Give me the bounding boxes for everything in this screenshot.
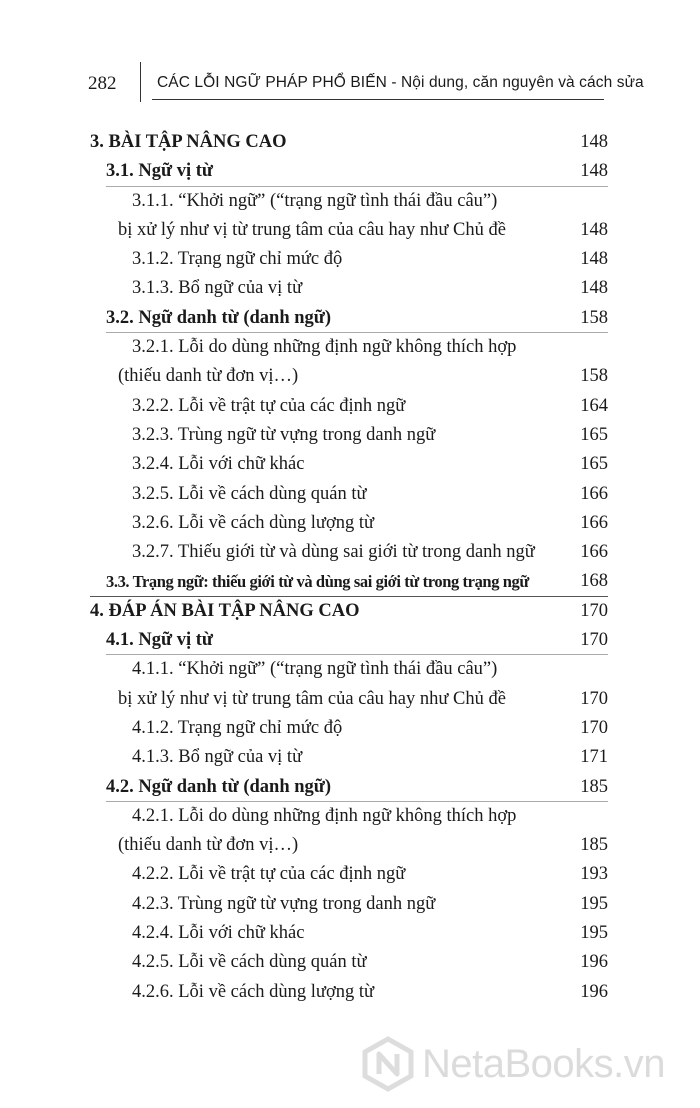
toc-entry-page: 171	[580, 747, 608, 768]
toc-entry	[0, 890, 700, 919]
toc-entry	[0, 626, 700, 655]
toc-entry-title: 4.1.2. Trạng ngữ chỉ mức độ	[132, 717, 343, 738]
toc-entry-page: 166	[580, 483, 608, 504]
toc-entry-title: 4.2.6. Lỗi về cách dùng lượng từ	[132, 981, 375, 1002]
header-underline	[152, 99, 604, 100]
toc-entry	[0, 480, 700, 509]
toc-entry-title: 3.3. Trạng ngữ: thiếu giới từ và dùng sai giới từ trong trạng ngữ	[106, 572, 529, 592]
toc-entry	[0, 655, 700, 684]
page-header	[0, 0, 700, 110]
toc-entry-title: 3.1.1. “Khởi ngữ” (“trạng ngữ tình thái đầu câu”)	[132, 190, 498, 211]
toc-entry-title: 3.1. Ngữ vị từ	[106, 161, 213, 182]
header-divider	[140, 62, 141, 102]
toc-entry-title: (thiếu danh từ đơn vị…)	[118, 366, 299, 387]
toc-entry-page: 196	[580, 981, 608, 1002]
toc-entry-page: 193	[580, 864, 608, 885]
toc-entry-title: (thiếu danh từ đơn vị…)	[118, 835, 299, 856]
toc-entry-title: 4.2.3. Trùng ngữ từ vựng trong danh ngữ	[132, 893, 436, 914]
toc-entry	[0, 802, 700, 831]
toc-entry-page: 185	[580, 835, 608, 856]
toc-entry	[0, 216, 700, 245]
toc-entry-page: 165	[580, 454, 608, 475]
toc-entry	[0, 450, 700, 479]
toc-entry	[0, 597, 700, 626]
toc-entry	[0, 157, 700, 186]
toc-entry	[0, 978, 700, 1007]
running-title: CÁC LỖI NGỮ PHÁP PHỔ BIẾN - Nội dung, căn nguyên và cách sửa	[157, 74, 644, 91]
toc-entry	[0, 538, 700, 567]
toc-entry-title: 3.2.3. Trùng ngữ từ vựng trong danh ngữ	[132, 424, 436, 445]
toc-entry-page: 165	[580, 424, 608, 445]
toc-entry-page: 166	[580, 512, 608, 533]
toc-entry	[0, 948, 700, 977]
toc-entry-title: bị xử lý như vị từ trung tâm của câu hay như Chủ đề	[118, 219, 506, 240]
toc-entry-page: 195	[580, 893, 608, 914]
toc-entry-page: 158	[580, 307, 608, 328]
toc-entry-title: 3.2. Ngữ danh từ (danh ngữ)	[106, 307, 332, 328]
watermark-text: NetaBooks.vn	[422, 1042, 666, 1086]
toc-entry-title: 4.2.2. Lỗi về trật tự của các định ngữ	[132, 864, 406, 885]
toc-entry-title: 4.2. Ngữ danh từ (danh ngữ)	[106, 776, 332, 797]
toc-entry-page: 148	[580, 219, 608, 240]
toc-entry-title: 3.2.1. Lỗi do dùng những định ngữ không thích hợp	[132, 337, 517, 358]
toc-entry	[0, 509, 700, 538]
toc-entry-title: 3.2.7. Thiếu giới từ và dùng sai giới từ trong danh ngữ	[132, 542, 535, 563]
toc-entry-title: 3. BÀI TẬP NÂNG CAO	[90, 132, 287, 152]
toc-entry-page: 148	[580, 278, 608, 299]
toc-entry-title: bị xử lý như vị từ trung tâm của câu hay như Chủ đề	[118, 688, 506, 709]
toc-entry-title: 4.1.3. Bổ ngữ của vị từ	[132, 747, 303, 768]
toc-entry-title: 3.1.2. Trạng ngữ chỉ mức độ	[132, 249, 343, 270]
toc-entry-title: 3.2.6. Lỗi về cách dùng lượng từ	[132, 512, 375, 533]
toc-entry-title: 3.2.5. Lỗi về cách dùng quán từ	[132, 483, 367, 504]
table-of-contents	[0, 128, 700, 1007]
toc-entry-page: 166	[580, 542, 608, 563]
toc-entry-page: 170	[580, 688, 608, 709]
toc-entry-page: 185	[580, 776, 608, 797]
toc-entry	[0, 714, 700, 743]
netabooks-logo-icon	[360, 1036, 416, 1092]
toc-entry-title: 4.2.4. Lỗi với chữ khác	[132, 923, 305, 944]
toc-entry-title: 3.1.3. Bổ ngữ của vị từ	[132, 278, 303, 299]
toc-entry	[0, 567, 700, 596]
toc-entry-page: 168	[580, 571, 608, 592]
toc-entry-page: 148	[580, 132, 608, 152]
toc-entry-title: 4.2.1. Lỗi do dùng những định ngữ không thích hợp	[132, 805, 517, 826]
toc-entry	[0, 362, 700, 391]
toc-entry-page: 170	[580, 600, 608, 621]
toc-entry-page: 164	[580, 395, 608, 416]
toc-entry	[0, 831, 700, 860]
toc-entry-title: 4. ĐÁP ÁN BÀI TẬP NÂNG CAO	[90, 600, 360, 621]
toc-entry	[0, 392, 700, 421]
toc-entry-title: 4.2.5. Lỗi về cách dùng quán từ	[132, 952, 367, 973]
toc-entry	[0, 304, 700, 333]
toc-entry-page: 170	[580, 630, 608, 651]
toc-entry	[0, 743, 700, 772]
toc-entry-page: 148	[580, 161, 608, 182]
toc-entry	[0, 685, 700, 714]
toc-entry	[0, 245, 700, 274]
toc-entry-page: 195	[580, 923, 608, 944]
toc-entry-page: 170	[580, 717, 608, 738]
toc-entry-title: 4.1. Ngữ vị từ	[106, 630, 213, 651]
toc-entry	[0, 128, 700, 157]
toc-entry	[0, 187, 700, 216]
toc-entry-title: 4.1.1. “Khởi ngữ” (“trạng ngữ tình thái đầu câu”)	[132, 659, 498, 680]
toc-entry-title: 3.2.4. Lỗi với chữ khác	[132, 454, 305, 475]
toc-entry	[0, 274, 700, 303]
toc-entry	[0, 860, 700, 889]
watermark	[360, 1030, 680, 1100]
toc-entry	[0, 333, 700, 362]
toc-entry	[0, 421, 700, 450]
toc-entry-title: 3.2.2. Lỗi về trật tự của các định ngữ	[132, 395, 406, 416]
toc-entry	[0, 919, 700, 948]
toc-entry-page: 196	[580, 952, 608, 973]
toc-entry	[0, 773, 700, 802]
toc-entry-page: 158	[580, 366, 608, 387]
page-number: 282	[88, 73, 117, 94]
toc-entry-page: 148	[580, 249, 608, 270]
